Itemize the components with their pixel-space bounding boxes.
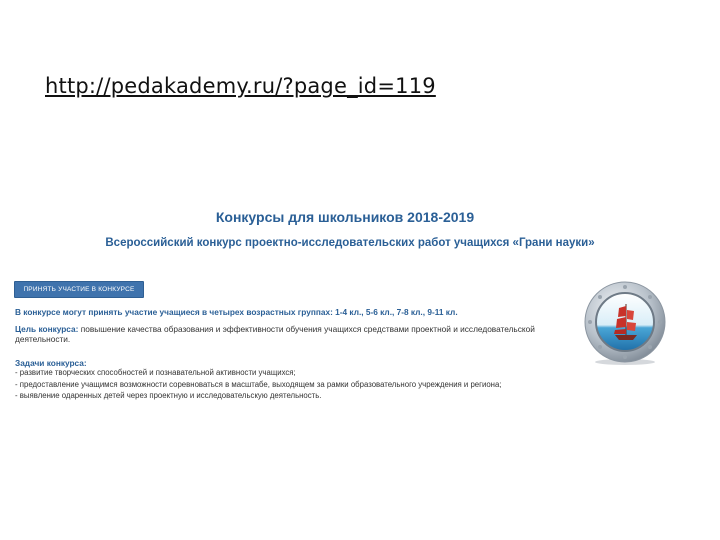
tasks-heading <box>15 358 87 368</box>
goal-label: Цель конкурса: <box>15 324 79 334</box>
age-groups-content: В конкурсе могут принять участие учащиеся в четырех возрастных группах: 1-4 кл., 5-6 кл., 7-8 кл., 9-11 кл. <box>15 307 458 317</box>
task-item: - выявление одаренных детей через проектную и исследовательскую деятельность. <box>15 391 322 400</box>
webpage-screenshot <box>0 196 720 416</box>
page-subtitle: Всероссийский конкурс проектно-исследовательских работ учащихся «Грани науки» <box>105 237 595 249</box>
goal-paragraph <box>15 324 575 344</box>
task-item: - предоставление учащимся возможности соревноваться в масштабе, выходящем за рамки образовательного учреждения и региона; <box>15 380 502 389</box>
slide-url-link[interactable]: http://pedakademy.ru/?page_id=119 <box>45 74 436 98</box>
age-groups-text <box>15 307 458 317</box>
tasks-label: Задачи конкурса: <box>15 358 87 368</box>
page-title: Конкурсы для школьников 2018-2019 <box>215 209 475 225</box>
porthole-sailboat-icon <box>582 280 668 366</box>
task-item: - развитие творческих способностей и познавательной активности учащихся; <box>15 368 296 377</box>
participate-button[interactable]: ПРИНЯТЬ УЧАСТИЕ В КОНКУРСЕ <box>14 281 144 298</box>
goal-text: повышение качества образования и эффективности обучения учащихся средствами проектной и исследовательской деятельности. <box>15 324 535 344</box>
